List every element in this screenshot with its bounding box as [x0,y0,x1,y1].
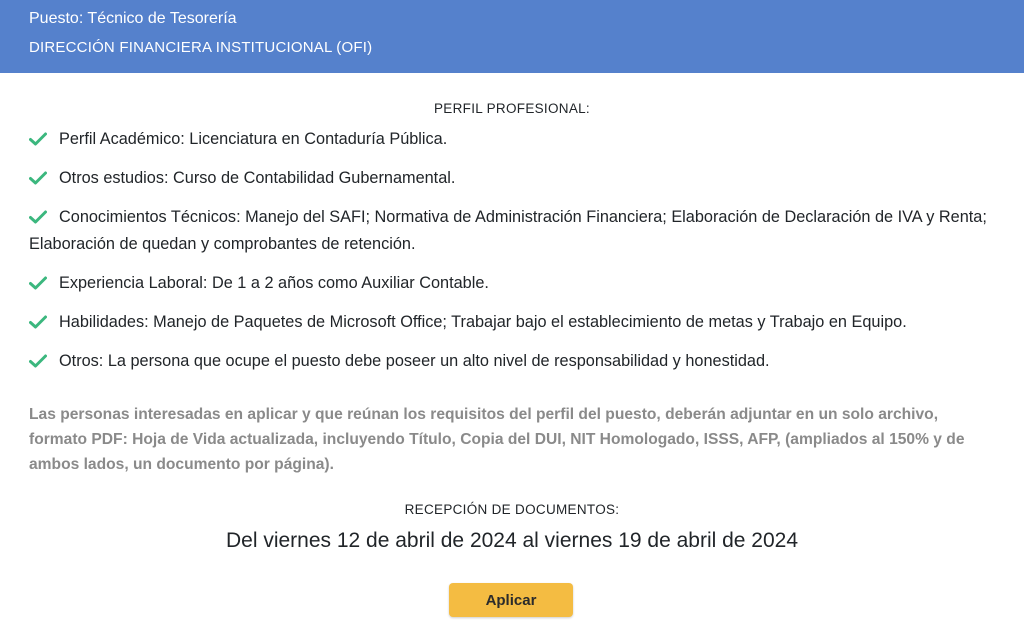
requirement-text: Habilidades: Manejo de Paquetes de Microsoft Office; Trabajar bajo el establecimiento de metas y Trabajo en Equipo. [59,313,907,331]
application-notice: Las personas interesadas en aplicar y que reúnan los requisitos del perfil del puesto, deberán adjuntar en un solo archivo, formato PDF: Hoja de Vida actualizada, incluyendo Título, Copia del DUI, NIT Homologado, ISSS, AFP, (ampliados al 150% y de ambos lados, un documento por página). [29,406,965,473]
reception-heading: RECEPCIÓN DE DOCUMENTOS: [404,502,620,517]
check-icon [29,276,47,290]
check-icon [29,315,47,329]
check-icon [29,171,47,185]
requirement-text: Otros estudios: Curso de Contabilidad Gubernamental. [59,169,456,187]
apply-button[interactable]: Aplicar [449,583,573,617]
requirement-technical [29,204,997,258]
requirement-text: Perfil Académico: Licenciatura en Contaduría Pública. [59,130,448,148]
requirement-skills [29,309,997,336]
department-name: DIRECCIÓN FINANCIERA INSTITUCIONAL (OFI) [29,39,373,56]
requirement-academic [29,126,997,153]
requirement-experience [29,270,997,297]
check-icon [29,132,47,146]
reception-dates: Del viernes 12 de abril de 2024 al viernes 19 de abril de 2024 [225,529,799,552]
job-title: Puesto: Técnico de Tesorería [29,10,237,27]
requirement-text: Experiencia Laboral: De 1 a 2 años como Auxiliar Contable. [59,274,489,292]
requirement-other [29,348,997,375]
job-header [0,0,1024,73]
profile-heading: PERFIL PROFESIONAL: [434,101,590,116]
requirement-text: Conocimientos Técnicos: Manejo del SAFI; Normativa de Administración Financiera; Elaboración de Declaración de IVA y Renta; Elaboración de quedan y comprobantes de retención. [29,208,987,253]
requirement-text: Otros: La persona que ocupe el puesto debe poseer un alto nivel de responsabilidad y honestidad. [59,352,770,370]
requirement-studies [29,165,997,192]
requirements-list [29,126,997,387]
check-icon [29,354,47,368]
check-icon [29,210,47,224]
